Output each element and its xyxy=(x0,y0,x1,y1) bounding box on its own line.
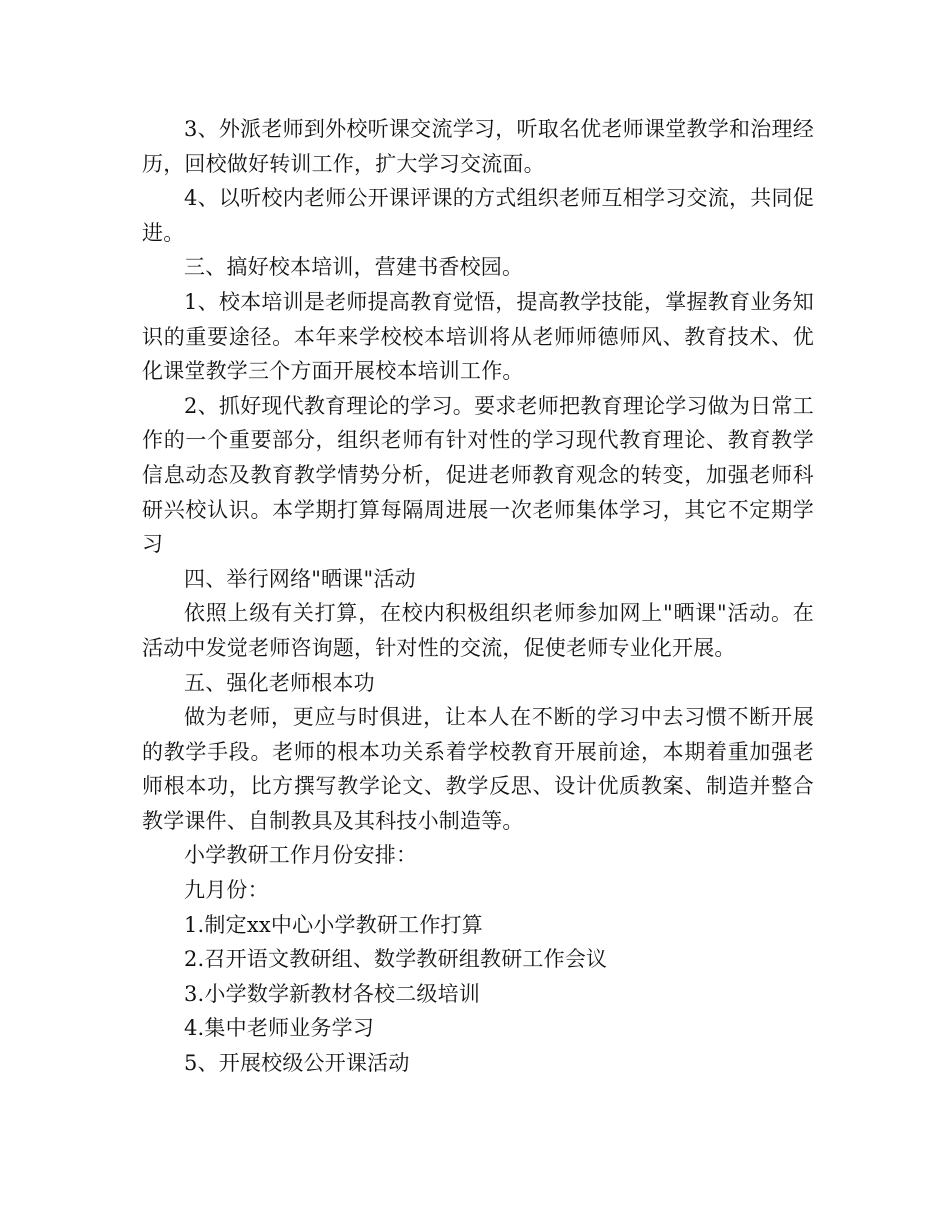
paragraph-3-outside-observation: 3、外派老师到外校听课交流学习，听取名优老师课堂教学和治理经历，回校做好转训工作，扩大学习交流面。 xyxy=(142,117,814,176)
paragraph-online-lessons: 依照上级有关打算，在校内积极组织老师参加网上"晒课"活动。在活动中发觉老师咨询题，针对性的交流，促使老师专业化开展。 xyxy=(142,601,814,660)
document-page xyxy=(142,112,814,1081)
september-schedule-list xyxy=(142,908,814,1081)
paragraph-school-training: 1、校本培训是老师提高教育觉悟，提高教学技能，掌握教育业务知识的重要途径。本年来学校校本培训将从老师师德师风、教育技术、优化课堂教学三个方面开展校本培训工作。 xyxy=(142,289,814,384)
section-heading-4: 四、举行网络"晒课"活动 xyxy=(184,566,416,591)
paragraph-modern-theory: 2、抓好现代教育理论的学习。要求老师把教育理论学习做为日常工作的一个重要部分，组织老师有针对性的学习现代教育理论、教育教学信息动态及教育教学情势分析，促进老师教育观念的转变，加强老师科研兴校认识。本学期打算每隔周进展一次老师集体学习，其它不定期学习 xyxy=(142,393,814,557)
paragraph-basic-skills: 做为老师，更应与时俱进，让本人在不断的学习中去习惯不断开展的教学手段。老师的根本功关系着学校教育开展前途，本期着重加强老师根本功，比方撰写教学论文、教学反思、设计优质教案、制造并整合教学课件、自制教具及其科技小制造等。 xyxy=(142,705,814,833)
list-item: 5、开展校级公开课活动 xyxy=(184,1051,410,1076)
list-item: 4.集中老师业务学习 xyxy=(184,1016,375,1041)
list-item: 1.制定xx中心小学教研工作打算 xyxy=(184,912,483,937)
month-heading-september: 九月份： xyxy=(184,878,269,903)
list-item: 3.小学数学新教材各校二级培训 xyxy=(184,981,481,1006)
section-heading-3: 三、搞好校本培训，营建书香校园。 xyxy=(184,255,524,280)
schedule-heading: 小学教研工作月份安排： xyxy=(184,843,418,868)
list-item: 2.召开语文教研组、数学教研组教研工作会议 xyxy=(184,947,608,972)
section-heading-5: 五、强化老师根本功 xyxy=(184,670,375,695)
paragraph-4-internal-review: 4、以听校内老师公开课评课的方式组织老师互相学习交流，共同促进。 xyxy=(142,186,814,245)
